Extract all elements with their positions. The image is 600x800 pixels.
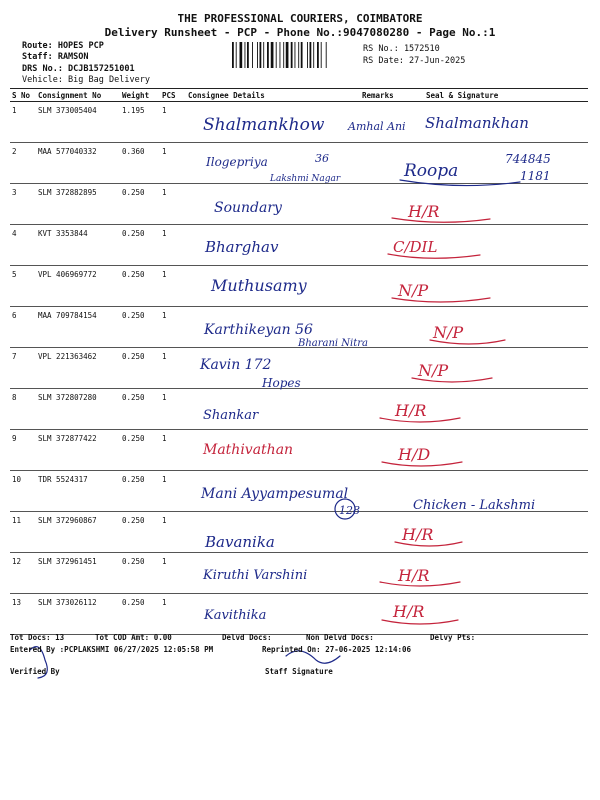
hw-r8-name: Shankar [203,408,259,423]
hw-r2-name: Ilogepriya [206,155,268,169]
hw-r2-phone2: 1181 [520,169,551,183]
col-seal: Seal & Signature [402,89,588,102]
row-seal [402,225,588,266]
col-consignee: Consignee Details [186,89,360,102]
row-seal [402,266,588,307]
row-consignee [186,225,360,266]
row-weight: 0.250 [120,389,160,430]
table-header-row [10,89,588,102]
row-consignee [186,307,360,348]
row-sno: 3 [10,184,36,225]
row-remarks [360,389,402,430]
row-pcs: 1 [160,143,186,184]
staff-signature-label: Staff Signature [265,667,333,676]
hw-r3-name: Soundary [214,200,282,216]
row-pcs: 1 [160,266,186,307]
row-seal [402,430,588,471]
hw-r12-mark: H/R [398,566,430,585]
row-remarks [360,512,402,553]
table-row [10,471,588,512]
hw-r7-name: Kavin 172 [200,357,272,373]
table-row [10,389,588,430]
rs-date: RS Date: 27-Jun-2025 [363,56,466,66]
row-consignment: SLM 372807280 [36,389,120,430]
table-row [10,553,588,594]
row-sno: 8 [10,389,36,430]
row-weight: 0.250 [120,512,160,553]
row-remarks [360,102,402,143]
hw-r5-name: Muthusamy [211,276,307,295]
rs-number: RS No.: 1572510 [363,44,440,54]
table-row [10,348,588,389]
row-consignment: SLM 372961451 [36,553,120,594]
row-weight: 0.250 [120,184,160,225]
row-pcs: 1 [160,553,186,594]
row-remarks [360,553,402,594]
hw-r3-mark: H/R [408,202,440,221]
row-pcs: 1 [160,348,186,389]
row-consignee [186,512,360,553]
col-remarks: Remarks [360,89,402,102]
hw-r6-mark: N/P [433,323,464,342]
hw-r2-sig: Roopa [404,161,459,181]
hw-r6-sub: Bharani Nitra [298,338,369,349]
row-weight: 0.250 [120,471,160,512]
row-weight: 0.250 [120,594,160,635]
row-weight: 0.250 [120,348,160,389]
hw-r9-name: Mathivathan [203,442,294,458]
row-sno: 6 [10,307,36,348]
col-pcs: PCS [160,89,186,102]
hw-r10-name: Mani Ayyampesumal [201,486,349,502]
hw-r11-mark: H/R [402,525,434,544]
row-pcs: 1 [160,471,186,512]
table-row [10,512,588,553]
row-consignment: SLM 372882895 [36,184,120,225]
hw-r7-sub: Hopes [262,376,301,390]
row-consignment: VPL 406969772 [36,266,120,307]
route-label: Route: HOPES PCP [22,41,104,51]
total-docs: Tot Docs: 13 [10,633,65,642]
row-seal [402,512,588,553]
row-weight: 0.360 [120,143,160,184]
row-sno: 2 [10,143,36,184]
row-consignee [186,266,360,307]
row-consignment: KVT 3353844 [36,225,120,266]
row-pcs: 1 [160,430,186,471]
table-row [10,266,588,307]
row-weight: 0.250 [120,553,160,594]
drs-number: DRS No.: DCJB157251001 [22,64,135,74]
hw-r12-name: Kiruthi Varshini [203,568,308,583]
row-remarks [360,348,402,389]
row-consignment: SLM 373005404 [36,102,120,143]
hw-r4-name: Bharghav [205,238,279,256]
row-remarks [360,184,402,225]
row-consignee [186,348,360,389]
verified-by: Verified By [10,667,60,676]
hw-r1-name: Shalmankhow [203,115,325,135]
row-consignee [186,389,360,430]
hw-r4-mark: C/DIL [393,238,438,256]
hw-r2-num: 36 [315,152,329,165]
row-remarks [360,225,402,266]
row-sno: 10 [10,471,36,512]
hw-r13-name: Kavithika [204,608,267,623]
hw-r13-mark: H/R [393,602,425,621]
row-weight: 0.250 [120,266,160,307]
table-row [10,143,588,184]
row-weight: 0.250 [120,225,160,266]
hw-r2-sub: Lakshmi Nagar [270,174,341,184]
row-pcs: 1 [160,389,186,430]
row-consignee [186,143,360,184]
row-seal [402,348,588,389]
row-seal [402,471,588,512]
row-sno: 7 [10,348,36,389]
row-sno: 4 [10,225,36,266]
table-row [10,307,588,348]
row-consignment: SLM 373026112 [36,594,120,635]
row-consignee [186,430,360,471]
row-consignee [186,553,360,594]
row-seal [402,102,588,143]
row-sno: 9 [10,430,36,471]
row-consignment: TDR 5524317 [36,471,120,512]
col-weight: Weight [120,89,160,102]
row-sno: 11 [10,512,36,553]
reprinted-on: Reprinted On: 27-06-2025 12:14:06 [262,645,412,654]
row-weight: 0.250 [120,430,160,471]
hw-r6-name: Karthikeyan 56 [204,322,313,338]
row-remarks [360,143,402,184]
entered-by: Entered By :PCPLAKSHMI 06/27/2025 12:05:58 PM [10,645,214,654]
row-sno: 13 [10,594,36,635]
hw-r1-sig: Shalmankhan [425,114,529,132]
hw-r1-remark: Amhal Ani [348,120,406,133]
row-sno: 1 [10,102,36,143]
row-consignment: MAA 577040332 [36,143,120,184]
runsheet-subtitle: Delivery Runsheet - PCP - Phone No.:9047080280 - Page No.:1 [104,26,496,39]
row-seal [402,594,588,635]
row-seal [402,184,588,225]
row-seal [402,143,588,184]
col-sno: S No [10,89,36,102]
row-remarks [360,471,402,512]
row-remarks [360,307,402,348]
delivery-points: Delvy Pts: [430,633,476,642]
vehicle-label: Vehicle: Big Bag Delivery [22,75,150,85]
table-row [10,102,588,143]
row-weight: 1.195 [120,102,160,143]
row-pcs: 1 [160,102,186,143]
runsheet-table [10,88,588,635]
hw-r8-mark: H/R [395,401,427,420]
row-remarks [360,594,402,635]
col-consignment: Consignment No [36,89,120,102]
non-delivered-docs: Non Delvd Docs: [306,633,374,642]
staff-label: Staff: RAMSON [22,52,89,62]
row-sno: 12 [10,553,36,594]
row-remarks [360,430,402,471]
table-row [10,184,588,225]
row-consignment: VPL 221363462 [36,348,120,389]
row-seal [402,553,588,594]
row-consignment: SLM 372960867 [36,512,120,553]
row-remarks [360,266,402,307]
row-pcs: 1 [160,184,186,225]
row-consignment: SLM 372877422 [36,430,120,471]
row-consignee [186,471,360,512]
row-consignee [186,102,360,143]
hw-r10-sig: Chicken - Lakshmi [413,498,536,513]
hw-r11-name: Bavanika [205,533,275,551]
hw-r7-mark: N/P [418,361,449,380]
row-seal [402,389,588,430]
total-cod: Tot COD Amt: 0.00 [95,633,172,642]
row-seal [402,307,588,348]
company-title: THE PROFESSIONAL COURIERS, COIMBATORE [177,12,423,25]
row-consignee [186,594,360,635]
row-pcs: 1 [160,225,186,266]
hw-r9-mark: H/D [398,445,431,464]
row-pcs: 1 [160,512,186,553]
row-pcs: 1 [160,307,186,348]
table-row [10,225,588,266]
hw-r5-mark: N/P [398,281,429,300]
hw-r10-num: 128 [339,504,360,517]
row-weight: 0.250 [120,307,160,348]
hw-r2-phone: 744845 [505,152,551,166]
row-consignment: MAA 709784154 [36,307,120,348]
row-consignee [186,184,360,225]
row-pcs: 1 [160,594,186,635]
delivered-docs: Delvd Docs: [222,633,272,642]
table-row [10,430,588,471]
row-sno: 5 [10,266,36,307]
table-row [10,594,588,635]
barcode-image [232,42,356,68]
